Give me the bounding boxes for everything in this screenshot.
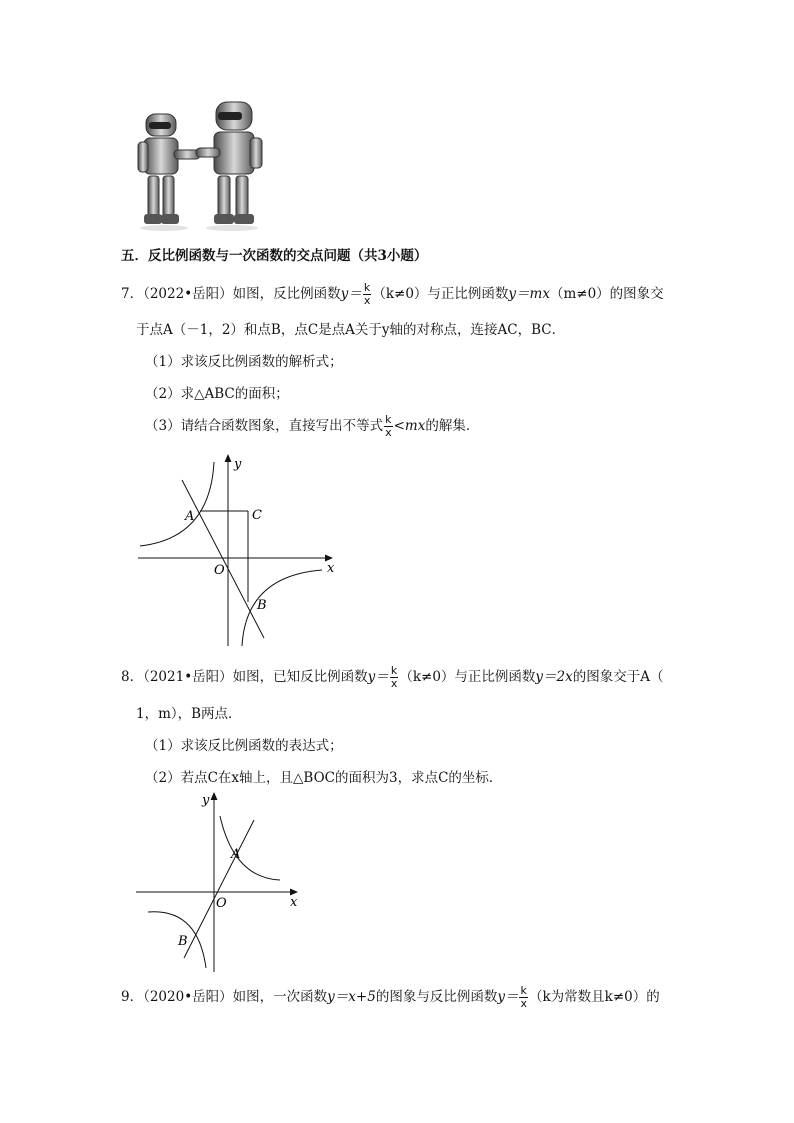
q7-sub3 <box>145 414 479 438</box>
q8-hyperbola-right <box>220 816 280 880</box>
q7-sub3-end: 的解集． <box>425 418 480 434</box>
q9-frac-num: k <box>520 984 527 997</box>
section-title: 五．反比例函数与一次函数的交点问题（共3小题） <box>121 248 428 264</box>
q8-graph <box>130 788 310 974</box>
q8-sub2: （2）若点C在x轴上，且△BOC的面积为3，求点C的坐标． <box>145 770 503 786</box>
q7-hyperbola-right <box>242 570 322 646</box>
q7-text-prefix: 7．（2022•岳阳）如图，反比例函数 <box>121 286 341 302</box>
q8-label-a: A <box>231 847 241 862</box>
q8-fraction <box>390 665 399 690</box>
q8-frac-den: x <box>390 677 398 690</box>
q7-mx: y＝mx <box>508 286 550 302</box>
q7-label-o: O <box>214 563 225 578</box>
q8-line-2x <box>184 820 254 958</box>
q7-ineq: <mx <box>393 418 426 434</box>
q7-frac-den: x <box>363 294 371 307</box>
q7-label-c: C <box>252 508 262 523</box>
q9-text-end: （k为常数且k≠0）的 <box>528 989 660 1005</box>
q8-lin: y＝2x <box>535 669 573 685</box>
robots-handshake-image <box>136 100 266 232</box>
q8-label-y: y <box>202 793 210 808</box>
q8-y-eq: y＝ <box>367 669 389 685</box>
q9-text-mid: 的图象与反比例函数 <box>375 989 498 1005</box>
q7-y-arrow <box>225 454 232 462</box>
q7-sub3-frac-den: x <box>385 426 392 439</box>
q9-frac-den: x <box>520 997 527 1010</box>
q7-sub1: （1）求该反比例函数的解析式； <box>145 354 343 370</box>
q8-label-o: O <box>216 896 227 911</box>
q7-text-end: （m≠0）的图象交 <box>549 286 664 302</box>
q9-line1 <box>121 985 660 1009</box>
q7-label-b: B <box>257 598 267 613</box>
q7-sub2: （2）求△ABC的面积； <box>145 386 289 402</box>
q9-lin: y＝x+5 <box>327 989 376 1005</box>
q7-y-eq: y＝ <box>340 286 362 302</box>
q7-label-x: x <box>327 561 335 576</box>
q7-line1 <box>121 282 664 306</box>
robots-illustration <box>136 100 266 232</box>
q8-frac-num: k <box>390 664 398 677</box>
q9-fraction <box>519 985 528 1010</box>
q7-sub3-prefix: （3）请结合函数图象，直接写出不等式 <box>145 418 384 434</box>
q7-graph <box>130 450 340 650</box>
q7-sub3-frac-num: k <box>385 413 392 426</box>
q8-sub1: （1）求该反比例函数的表达式； <box>145 738 343 754</box>
q7-line-mx <box>182 480 264 638</box>
q9-y-eq: y＝ <box>497 989 519 1005</box>
q8-text-end: 的图象交于A（ <box>572 669 664 685</box>
q7-text-mid: （k≠0）与正比例函数 <box>372 286 509 302</box>
q7-sub3-fraction <box>384 414 393 439</box>
q7-fraction <box>363 282 372 307</box>
q8-text-prefix: 8．（2021•岳阳）如图，已知反比例函数 <box>121 669 368 685</box>
q7-hyperbola-left <box>140 462 214 546</box>
q8-line2: 1，m），B两点． <box>136 706 242 722</box>
q8-label-b: B <box>178 934 188 949</box>
q7-label-a: A <box>185 509 195 524</box>
q7-frac-num: k <box>363 281 371 294</box>
q7-line2: 于点A（－1，2）和点B，点C是点A关于y轴的对称点，连接AC，BC． <box>136 322 566 338</box>
q7-label-y: y <box>234 457 242 472</box>
q8-text-mid: （k≠0）与正比例函数 <box>399 669 536 685</box>
q8-y-arrow <box>211 792 218 800</box>
q8-line1 <box>121 665 664 689</box>
q9-text-prefix: 9．（2020•岳阳）如图，一次函数 <box>121 989 328 1005</box>
q8-hyperbola-left <box>148 912 206 968</box>
q8-label-x: x <box>290 895 298 910</box>
